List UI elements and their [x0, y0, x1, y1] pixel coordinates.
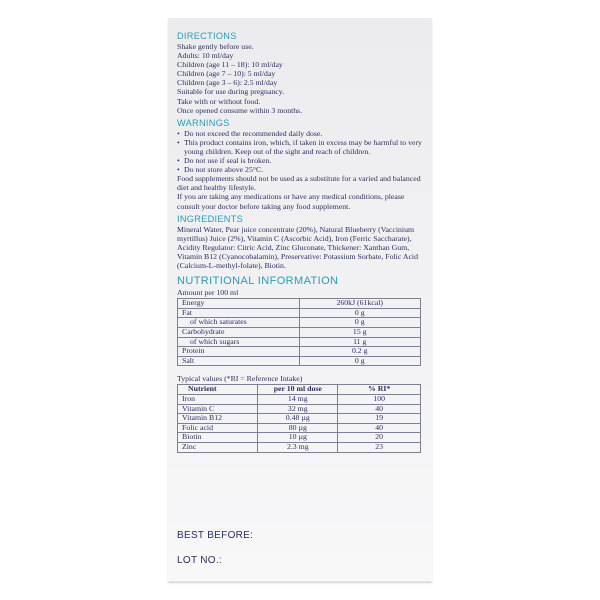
directions-line: Children (age 3 – 6): 2.5 ml/day: [177, 78, 278, 88]
nutrient-label: of which sugars: [178, 337, 300, 347]
column-header: per 10 ml dose: [258, 385, 338, 395]
typical-values-caption: Typical values (*RI = Reference Intake): [177, 374, 303, 384]
nutrient-value: 0 g: [299, 308, 421, 318]
warning-item: • This product contains iron, which, if taken in excess may be harmful to very young children. Keep out of the sight and reach of children.: [177, 138, 425, 156]
directions-section: [177, 31, 425, 115]
dose-value: 10 µg: [258, 433, 338, 443]
ingredients-text: Mineral Water, Pear juice concentrate (20%), Natural Blueberry (Vaccinium myrtillus) Juice (2%), Vitamin C (Ascorbic Acid), Iron (Ferric Saccharate), Acidity Regulator: Citric Acid, Zinc Gluconate, Thickener: Xanthan Gum, Vitamin B12 (Cyanocobalamin), Preservative: Potassium Sorbate, Folic Acid (Calcium-L-methyl-folate), Biotin.: [177, 224, 418, 270]
table-row: [178, 356, 421, 366]
nutrient-label: of which saturates: [178, 318, 300, 328]
nutrient-value: 0.2 g: [299, 347, 421, 357]
ri-value: 40: [338, 404, 421, 414]
amount-label: Amount per 100 ml: [177, 288, 239, 298]
directions-line: Take with or without food.: [177, 96, 261, 106]
lot-number-label: LOT NO.:: [177, 555, 223, 566]
warning-paragraph: If you are taking any medications or have any medical conditions, please consult your doctor before taking any food supplement.: [177, 192, 405, 211]
dose-value: 14 mg: [258, 395, 338, 405]
nutrient-label: Carbohydrate: [178, 327, 300, 337]
directions-line: Once opened consume within 3 months.: [177, 105, 303, 115]
ri-value: 20: [338, 433, 421, 443]
nutrition-heading: NUTRITIONAL INFORMATION: [177, 275, 339, 288]
nutrient-label: Protein: [178, 347, 300, 357]
table-row: [178, 318, 421, 328]
nutrient-name: Biotin: [178, 433, 258, 443]
column-header: % RI*: [338, 385, 421, 395]
nutrient-label: Energy: [178, 299, 300, 309]
nutrient-value: 11 g: [299, 337, 421, 347]
warnings-list: [177, 129, 425, 174]
nutrient-value: 260kJ (61kcal): [299, 299, 421, 309]
ingredients-heading: INGREDIENTS: [177, 213, 244, 224]
best-before-label: BEST BEFORE:: [177, 530, 254, 541]
warning-item: • Do not store above 25°C.: [177, 165, 425, 174]
directions-line: Adults: 10 ml/day: [177, 51, 234, 61]
warning-item: • Do not exceed the recommended daily dose.: [177, 129, 425, 138]
directions-line: Children (age 7 – 10): 5 ml/day: [177, 69, 276, 79]
column-header: Nutrient: [178, 385, 258, 395]
nutrient-value: 0 g: [299, 356, 421, 366]
ri-value: 40: [338, 423, 421, 433]
directions-line: Suitable for use during pregnancy.: [177, 87, 285, 97]
nutrition-section: [177, 275, 425, 366]
warnings-section: [177, 118, 425, 211]
nutrient-name: Iron: [178, 395, 258, 405]
warning-paragraph: Food supplements should not be used as a substitute for a varied and balanced diet and healthy lifestyle.: [177, 174, 421, 193]
table-row: [178, 347, 421, 357]
typical-values-section: [177, 374, 425, 452]
table-row: [178, 327, 421, 337]
ri-value: 19: [338, 414, 421, 424]
table-row: [178, 299, 421, 309]
nutrient-name: Folic acid: [178, 423, 258, 433]
nutrient-value: 15 g: [299, 327, 421, 337]
ri-value: 23: [338, 442, 421, 452]
table-row: [178, 414, 421, 424]
ri-value: 100: [338, 395, 421, 405]
nutrient-name: Vitamin C: [178, 404, 258, 414]
dose-value: 32 mg: [258, 404, 338, 414]
ingredients-section: [177, 214, 425, 270]
warning-item: • Do not use if seal is broken.: [177, 156, 425, 165]
dose-value: 0.48 µg: [258, 414, 338, 424]
label-content: [177, 31, 425, 453]
dose-value: 2.3 mg: [258, 442, 338, 452]
directions-heading: DIRECTIONS: [177, 31, 237, 41]
table-row: [178, 442, 421, 452]
warnings-heading: WARNINGS: [177, 117, 230, 128]
nutrition-table: [177, 298, 421, 366]
dose-value: 80 µg: [258, 423, 338, 433]
table-row: [178, 395, 421, 405]
nutrient-value: 0 g: [299, 318, 421, 328]
nutrient-label: Salt: [178, 356, 300, 366]
directions-line: Children (age 11 – 18): 10 ml/day: [177, 60, 283, 70]
typical-values-table: [177, 384, 421, 452]
nutrient-name: Zinc: [178, 442, 258, 452]
table-row: [178, 337, 421, 347]
nutrient-label: Fat: [178, 308, 300, 318]
nutrient-name: Vitamin B12: [178, 414, 258, 424]
directions-line: Shake gently before use.: [177, 42, 254, 51]
